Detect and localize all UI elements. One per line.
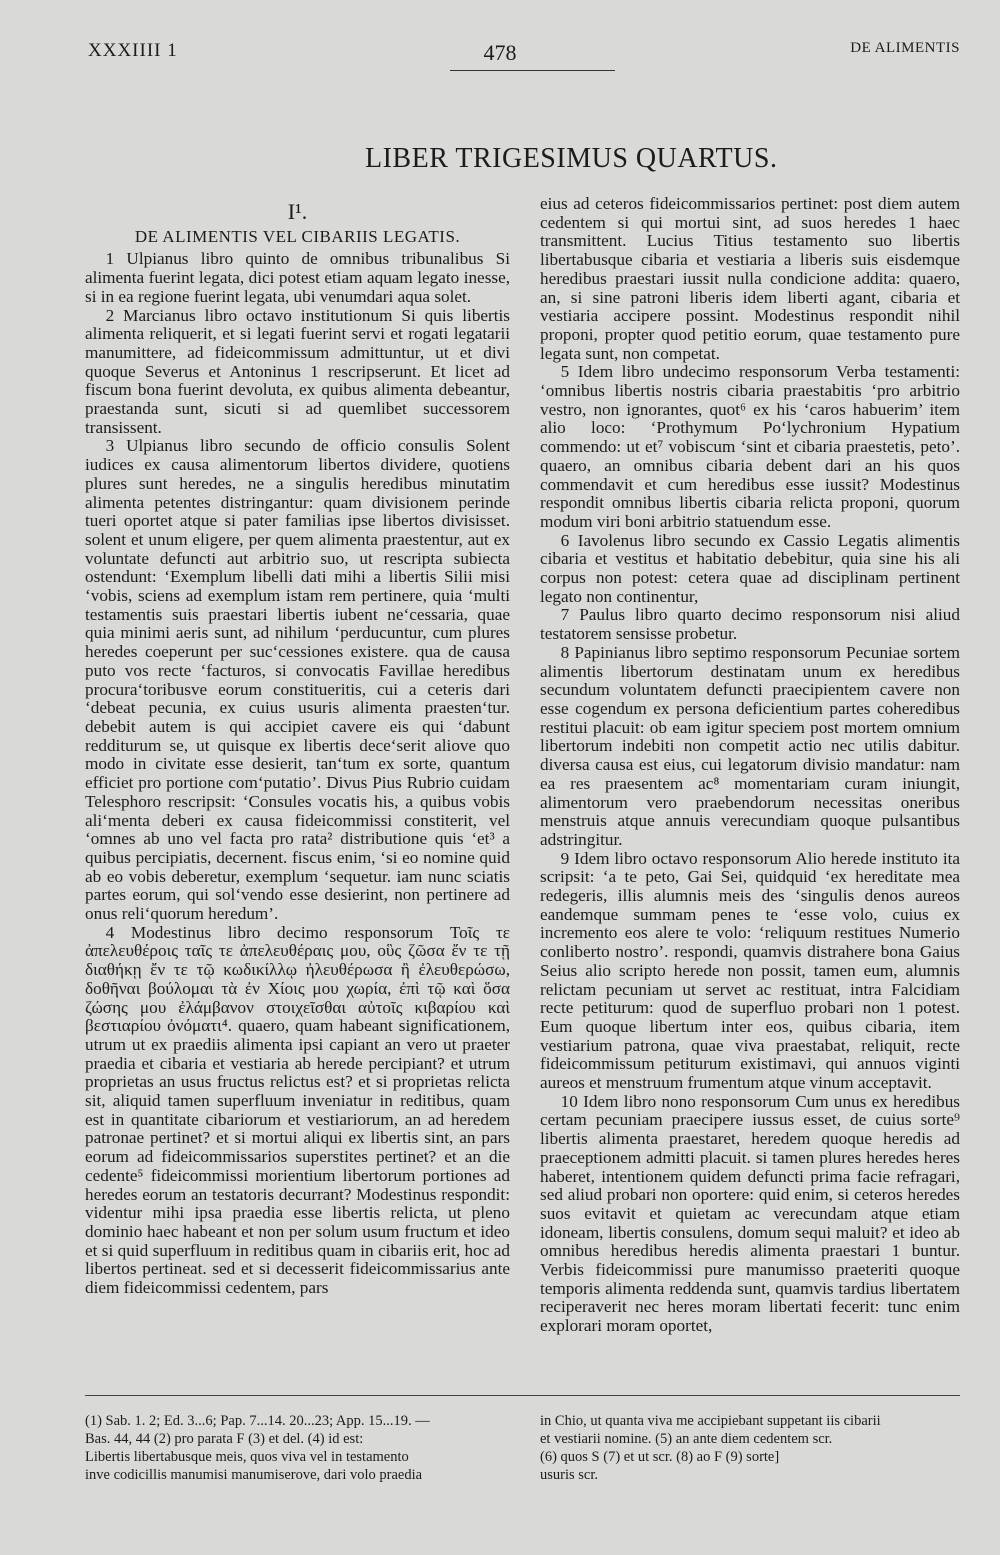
paragraph: eius ad ceteros fideicommissarios pertinet: post diem autem cedentem si qui mortui sint, ad suos heredes 1 haec transmittent. Lucius Titius testamento suo libertis libertabusque cibaria et vestiaria a liberis suis eisdemque heredibus praestari iussit nulla condicione addita: quaero, an, si sine patroni liberis idem liberti agant, cibaria et vestiaria accipere possint. Modestinus respondit nihil proponi, propter quod petitio eorum, quae testamento pure legata sunt, non competat. xyxy=(540,194,960,363)
paragraph: 1 Ulpianus libro quinto de omnibus tribunalibus Si alimenta fuerint legata, dici potest etiam aquam legato inesse, si in ea regione fuerint legata, ubi venumdari aqua solet. xyxy=(85,249,510,306)
right-column xyxy=(540,195,960,1336)
footnotes-left xyxy=(85,1412,515,1484)
footnote-line: (1) Sab. 1. 2; Ed. 3...6; Pap. 7...14. 20...23; App. 15...19. — xyxy=(85,1413,430,1429)
footnote-line: (6) quos S (7) et ut scr. (8) ao F (9) sorte] xyxy=(540,1449,780,1465)
title-heading: DE ALIMENTIS VEL CIBARIIS LEGATIS. xyxy=(134,226,461,246)
footnotes-right xyxy=(540,1412,960,1484)
page-number: 478 xyxy=(483,40,517,65)
paragraph: 6 Iavolenus libro secundo ex Cassio Legatis alimentis cibaria et vestitus et habitatio debebitur, quia sine his ali corpus non potest: cetera quae ad disciplinam pertinent legato non continentur, xyxy=(540,530,960,606)
running-head-left: XXXIIII 1 xyxy=(88,40,178,61)
paragraph: 8 Papinianus libro septimo responsorum Pecuniae sortem alimentis libertorum destinatam unum ex heredibus secundum voluntatem defuncti praecipientem cavere non esse cogendum ex persona deficientium partes coheredibus restitui placuit: ob eam igitur speciem post mortem omnium libertorum indebiti non competit actio nec utilis dabitur. diversa causa est eius, cui legatorum divisio mandatur: nam ea res praesentem ac⁸ momentariam curam iniungit, alimentorum vero praebendorum necessitas oneribus menstruis atque annuis verecundiam quoque pulsantibus adstringitur. xyxy=(540,642,960,849)
paragraph: 5 Idem libro undecimo responsorum Verba testamenti: ‘omnibus libertis nostris cibaria praestabitis ‘pro arbitrio vestro, non ignorantes, quot⁶ ex his ‘caros habuerim’ item alio loco: ‘Prothymum Po‘lychronium Hypatium commendo: ut et⁷ vobiscum ‘sint et cibaria praestetis, peto’. quaero, an omnibus cibaria debent dari an his quos commendavit et cum heredibus esse iussit? Modestinus respondit omnibus libertis cibaria relicta proponi, quorum modum viri boni arbitrio statuendum esse. xyxy=(540,362,960,531)
paragraph: 2 Marcianus libro octavo institutionum Si quis libertis alimenta reliquerit, et si legati fuerint servi et rogati legatarii manumittere, ad fideicommissum admittuntur, ut et divi quoque Severus et Antoninus 1 rescripserunt. Et licet ad fiscum bona fuerint devoluta, ex quibus alimenta debeantur, praestanda sunt, sicuti si ad quemlibet successorem transissent. xyxy=(85,305,510,437)
paragraph: 4 Modestinus libro decimo responsorum Τοῖς τε ἀπελευθέροις ταῖς τε ἀπελευθέραις μου, οὓς ζῶσα ἔν τε τῇ διαθήκῃ ἔν τε τῷ κωδικίλλῳ ἠλευθέρωσα ἢ ἐλευθερώσω, δοθῆναι βούλομαι τὰ ἐν Χίοις μου χωρία, ἐπὶ τῷ καὶ ὅσα ζώσης μου ἐλάμβανον στοιχεῖσθαι αὐτοῖς κιβαρίου καὶ βεστιαρίου ὀνόματι⁴. quaero, quam habeant significationem, utrum ut ex praediis alimenta ipsi capiant an vero ut praeter praedia et cibaria et vestiaria ab herede percipiant? et utrum proprietas an usus fructus relictus est? et si proprietas relicta sit, aliquid tamen superfluum inveniatur in reditibus, quam est in quantitate cibariorum et vestiariorum, an ad heredem patronae pertinet? et si mortui aliqui ex libertis sint, an pars eorum ad fideicommissarios superstites pertinet? et an die cedente⁵ fideicommissi morientium libertorum portiones ad heredes eorum an testatoris decurrant? Modestinus respondit: videntur mihi ipsa praedia esse libertis relicta, ut pleno dominio haec habeant et non per solum usum fructum et ideo et si quid superfluum in reditibus quam in cibariis erit, hoc ad libertos pertineat. sed et si decesserit fideicommissarius ante diem fideicommissi cedentem, pars xyxy=(85,922,510,1298)
paragraph: 7 Paulus libro quarto decimo responsorum nisi aliud testatorem sensisse probetur. xyxy=(540,605,960,644)
paragraph: 3 Ulpianus libro secundo de officio consulis Solent iudices ex causa alimentorum libertos dividere, quotiens plures sunt heredes, ne a singulis heredibus minutatim alimenta petentes distringantur: quam divisionem perinde tueri oportet atque si pater familias ipse libertos divisisset. solent et unum eligere, per quem alimenta praestentur, aut ex voluntate defuncti aut arbitrio suo, ut rescripta subiecta ostendunt: ‘Exemplum libelli dati mihi a libertis Silii misi ‘vobis, sciens ad exemplum istam rem pertinere, quia ‘multi testamentis suis praestari libertis iubent ne‘cessaria, quae quia minimi aeris sunt, ad nihilum ‘perducuntur, cum plures heredes coeperunt per suc‘cessiones existere. qua de causa puto vos recte ‘facturos, si convocatis Favillae heredibus procura‘toribusve eorum constitueritis, cui a ceteris dari ‘debeat pecunia, ex cuius usuris alimenta praesten‘tur. debebit autem is qui accipiet cavere eis qui ‘dabunt redditurum se, ut quisque ex libertis dece‘serit aliove quo modo in civitate esse desierit, tan‘tum ex sorte, quantum efficiet pro portione com‘putatio’. Divus Pius Rubrio cuidam Telesphoro rescripsit: ‘Consules vocatis his, a quibus vobis ali‘menta deberi ex causa fideicommissi constiterit, vel ‘omnes ab uno vel facta pro rata² distributione quis ‘et³ a quibus percipiatis, decernent. fiscus enim, ‘si eo nomine quid ab eo vobis deberetur, exemplum ‘sequetur. iam nunc sciatis partes eorum, qui sol‘vendo esse desierint, non pertinere ad onus reli‘quorum heredum’. xyxy=(85,436,510,924)
footnote-line: et vestiarii nomine. (5) an ante diem cedentem scr. xyxy=(540,1431,833,1447)
paragraph: 10 Idem libro nono responsorum Cum unus ex heredibus certam pecuniam praecipere iussus esset, de cuius sorte⁹ libertis alimenta praestaret, heredem quoque heredis ad praeceptionem admitti placuit. si tamen plures heredes heres haberet, intentionem quidem defuncti prima facie refragari, sed aliud probari non oportere: quid enim, si ceteros heredes suos evitavit et quietam ac verecundam atque etiam idoneam, libertis consulens, domum sequi maluit? et ideo ab omnibus heredibus heredis alimenta praestari 1 buntur. Verbis fideicommissi pure manumisso praeteriti quoque temporis alimenta reddenda sunt, quamvis tardius libertatem reciperaverit nec heres moram libertati fecerit: tunc enim explorari moram oportet, xyxy=(540,1091,960,1336)
footnote-line: inve codicillis manumisi manumiserove, dari volo praedia xyxy=(85,1467,423,1483)
paragraph: 9 Idem libro octavo responsorum Alio herede instituto ita scripsit: ‘a te peto, Gai Sei, quidquid ‘ex hereditate mea redegeris, illis alumnis meis des ‘singulis denos aureos eandemque summam penes te ‘esse volo, cuius ex incremento eos alere te volo: ‘reliquum restitues Numerio conliberto nostro’. respondi, quamvis distrahere bona Gaius Seius alio scripto herede non possit, tamen eum, alumnis relictam pecuniam ut servet ac restituat, intra Falcidiam recte petiturum: quod de superfluo probari non 1 potest. Eum quoque libertum inter eos, quibus cibaria, item vestiarium patrona, quae viva praestabat, reliquit, recte fideicommissum petiturum existimavi, qui annuos viginti aureos et menstruum frumentum atque vinum acceptavit. xyxy=(540,848,960,1093)
book-title: LIBER TRIGESIMUS QUARTUS. xyxy=(365,143,778,174)
footnote-rule xyxy=(85,1395,960,1396)
title-number: I¹. xyxy=(287,199,308,224)
footnote-line: usuris scr. xyxy=(540,1467,598,1483)
footnote-line: in Chio, ut quanta viva me accipiebant suppetant iis cibarii xyxy=(540,1413,881,1429)
footnote-line: Bas. 44, 44 (2) pro parata F (3) et del. (4) id est: xyxy=(85,1431,364,1447)
left-column xyxy=(85,195,510,1298)
footnote-line: Libertis libertabusque meis, quos viva vel in testamento xyxy=(85,1449,409,1465)
running-head-right: DE ALIMENTIS xyxy=(850,40,960,56)
header-rule xyxy=(450,70,615,71)
